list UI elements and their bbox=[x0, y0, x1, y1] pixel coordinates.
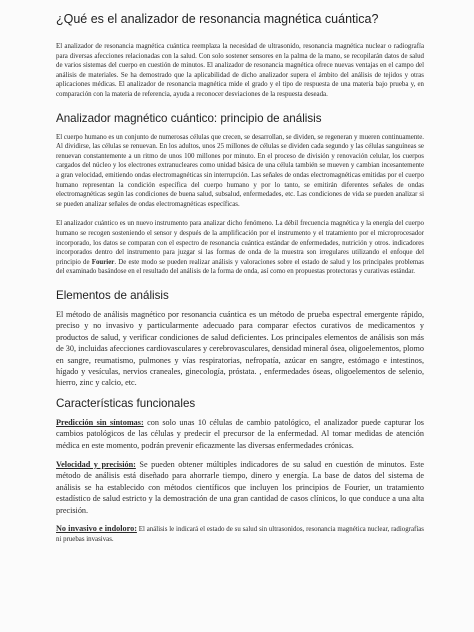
section-heading-principle: Analizador magnético cuántico: principio de análisis bbox=[56, 111, 322, 125]
feature-item bbox=[56, 417, 424, 451]
feature-text: Se pueden obtener múltiples indicadores de su salud en cuestión de minutos. Este método de análisis está diseñado para ahorrarle tiempo, dinero y energía. La base de datos del sistema de análisis se ha establecido con métodos científicos que incluyen los principios de Fourier, un tratamiento estadístico de salud estricto y la demostración de una gran cantidad de casos clínicos, lo que conduce a una alta precisión. bbox=[56, 459, 424, 515]
principle-paragraph-2 bbox=[56, 219, 424, 277]
feature-lead: Predicción sin síntomas: bbox=[56, 417, 144, 427]
fourier-term: Fourier bbox=[91, 258, 115, 266]
feature-lead: Velocidad y precisión: bbox=[56, 459, 136, 469]
intro-paragraph: El analizador de resonancia magnética cuántica reemplaza la necesidad de ultrasonido, resonancia magnética nuclear o radiografía para diversas afecciones relacionadas con la salud. Con solo sostener sensores en la palma de la mano, se recopilarán datos de salud de varios sistemas del cuerpo en cuestión de minutos. El analizador de resonancia magnética ofrece nuevas ventajas en el campo del análisis de materiales. Se ha demostrado que la aplicabilidad de dicho analizador supera el ámbito del análisis de tejidos y otras aplicaciones médicas. El analizador de resonancia magnética mide el grado y el tipo de respuesta de una materia bajo prueba y, en comparación con la materia de referencia, ayuda a reconocer desviaciones de la respuesta deseada. bbox=[56, 43, 424, 98]
feature-text: El análisis le indicará el estado de su salud sin ultrasonidos, resonancia magnética nuclear, radiografías ni pruebas invasivas. bbox=[56, 525, 424, 543]
feature-lead: No invasivo e indoloro: bbox=[56, 523, 137, 533]
feature-text: con solo unas 10 células de cambio patológico, el analizador puede capturar los cambios patológicos de las células y predecir el precursor de la enfermedad. Al tomar medidas de atención médica en este momento, podrán prevenir eficazmente las diversas enfermedades crónicas. bbox=[56, 417, 424, 450]
elements-paragraph: El método de análisis magnético por resonancia cuántica es un método de prueba espectral emergente rápido, preciso y no invasivo y particularmente adecuado para comparar efectos curativos de medicamentos y productos de salud, y verificar condiciones de salud deficientes. Los principales elementos de análisis son más de 30, incluidas afecciones cardiovasculares y cerebrovasculares, densidad mineral ósea, oligoelementos, plomo en sangre, reumatismo, pulmones y vías respiratorias, nefropatía, azúcar en sangre, estómago e intestinos, hígado y vesículas, nervios craneales, ginecología, próstata. , enfermedades óseas, oligoelementos de selenio, hierro, zinc y calcio, etc. bbox=[56, 309, 424, 388]
principle-paragraph-1: El cuerpo humano es un conjunto de numerosas células que crecen, se desarrollan, se dividen, se regeneran y mueren continuamente. Al dividirse, las células se renuevan. En los adultos, unos 25 millones de células se dividen cada segundo y las células sanguíneas se renuevan constantemente a un ritmo de unos 100 millones por minuto. En el proceso de división y renovación celular, los cuerpos cargados del núcleo y los electrones extranucleares como unidad básica de una célula también se mueven y cambian incesantemente a gran velocidad, emitiendo ondas electromagnéticas sin interrupción. Las señales de ondas electromagnéticas emitidas por el cuerpo humano representan la condición específica del cuerpo humano y por lo tanto, se emitirán diferentes señales de ondas electromagnéticas según las condiciones de buena salud, subsalud, enfermedades, etc. Las condiciones de vida se pueden analizar si se pueden analizar señales de ondas electromagnéticas específicas. bbox=[56, 133, 424, 208]
feature-item bbox=[56, 459, 424, 516]
principle-text-before: El analizador cuántico es un nuevo instrumento para analizar dicho fenómeno. La débil frecuencia magnética y la energía del cuerpo humano se recogen sosteniendo el sensor y después de la amplificación por el instrumento y el tratamiento por el microprocesador incorporado, los datos se comparan con el espectro de resonancia cuántica estándar de enfermedades, nutrición y otros. indicadores incorporados dentro del instrumento para juzgar si las formas de onda de la muestra son irregulares utilizando el enfoque del principio de bbox=[56, 220, 424, 266]
principle-text-after: . De este modo se pueden realizar análisis y valoraciones sobre el estado de salud y los principales problemas del examinado basándose en el resultado del análisis de la forma de onda, así como en propuestas protectoras y curativas estándar. bbox=[56, 258, 424, 276]
page-title: ¿Qué es el analizador de resonancia magnética cuántica? bbox=[56, 12, 379, 26]
section-heading-features: Características funcionales bbox=[56, 396, 196, 410]
section-heading-elements: Elementos de análisis bbox=[56, 288, 169, 302]
feature-item bbox=[56, 524, 424, 544]
